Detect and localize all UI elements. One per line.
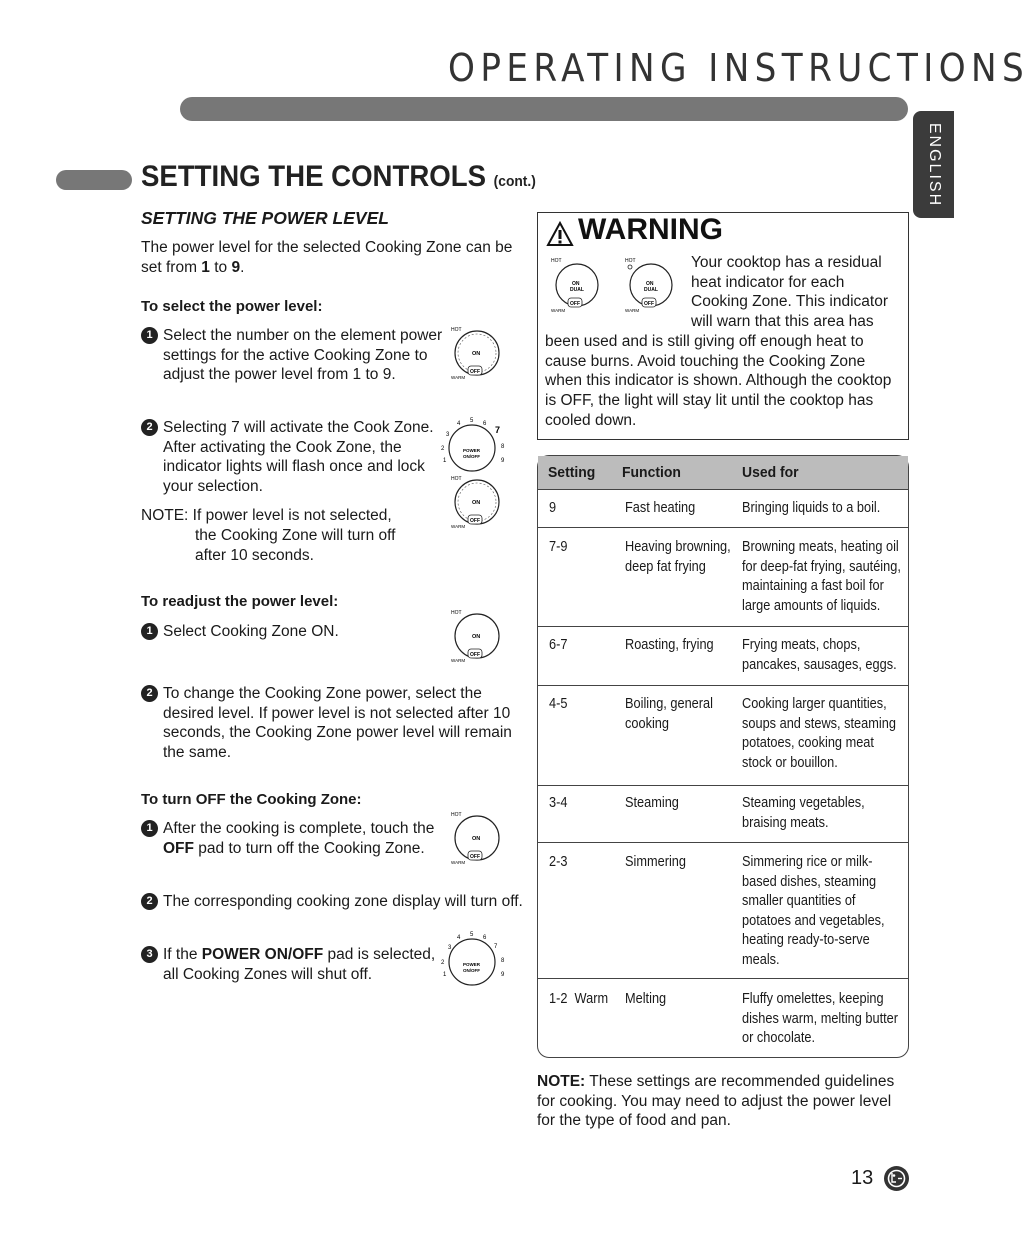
svg-text:WARM: WARM (451, 860, 466, 865)
table-cell-used: Steaming vegetables, braising meats. (742, 795, 865, 831)
svg-text:5: 5 (470, 418, 474, 424)
power-dial-icon (437, 416, 511, 466)
turnoff-step-2: 2 The corresponding cooking zone display will turn off. (141, 892, 523, 912)
zone-dial-icon (448, 325, 508, 383)
svg-text:HOT: HOT (451, 327, 462, 333)
table-cell-used: Simmering rice or milk-based dishes, steaming smaller quantities of potatoes and vegetables, heating ready-to-serve meals. (742, 854, 885, 968)
table-cell-used: Cooking larger quantities, soups and stews, steaming potatoes, cooking meat stock or bouillon. (742, 696, 896, 771)
table-cell-function: Roasting, frying (625, 637, 714, 653)
step-number-2: 2 (141, 419, 158, 436)
svg-text:ON/OFF: ON/OFF (463, 454, 480, 459)
table-cell-function: Melting (625, 991, 667, 1007)
language-tab-label: ENGLISH (925, 122, 943, 207)
svg-text:6: 6 (483, 421, 487, 427)
svg-text:OFF: OFF (644, 301, 654, 307)
warning-title: WARNING (578, 213, 723, 246)
readjust-step-1: 1 Select Cooking Zone ON. (141, 622, 463, 642)
select-step-1: 1 Select the number on the element power settings for the active Cooking Zone to adjust the power level from 1 to 9. (141, 326, 458, 385)
table-cell-function: Steaming (625, 795, 679, 811)
svg-text:6: 6 (483, 935, 487, 941)
power-level-table (537, 455, 909, 1058)
svg-text:DUAL: DUAL (570, 287, 584, 293)
zone-dial-icon (448, 474, 508, 532)
lg-logo-icon (884, 1166, 909, 1191)
svg-text:WARM: WARM (451, 658, 466, 663)
section-pill (56, 170, 132, 190)
svg-text:7: 7 (495, 425, 501, 435)
subheading: SETTING THE POWER LEVEL (141, 208, 389, 228)
header-bar (180, 97, 908, 121)
table-cell-setting: 3-4 (549, 795, 568, 811)
svg-text:ON: ON (472, 836, 481, 842)
section-title-suffix: (cont.) (493, 173, 536, 190)
svg-text:OFF: OFF (470, 652, 480, 658)
svg-text:POWER: POWER (463, 448, 481, 453)
svg-text:1: 1 (443, 972, 447, 978)
table-cell-setting: 7-9 (549, 539, 568, 555)
svg-text:ON: ON (472, 351, 481, 357)
svg-text:HOT: HOT (551, 258, 562, 264)
column-header: Setting (548, 464, 596, 481)
svg-text:2: 2 (441, 446, 445, 452)
svg-text:8: 8 (501, 958, 505, 964)
turnoff-step-1: 1 After the cooking is complete, touch the OFF pad to turn off the Cooking Zone. (141, 819, 448, 858)
select-heading: To select the power level: (141, 298, 323, 315)
svg-text:7: 7 (494, 944, 498, 950)
table-cell-setting: 2-3 (549, 854, 568, 870)
table-cell-used: Bringing liquids to a boil. (742, 500, 881, 516)
svg-text:ON: ON (572, 281, 580, 287)
select-note-line2: the Cooking Zone will turn off after 10 seconds. (195, 527, 396, 564)
svg-text:ON/OFF: ON/OFF (463, 968, 480, 973)
svg-text:WARM: WARM (625, 308, 640, 313)
svg-text:DUAL: DUAL (644, 287, 658, 293)
table-cell-used: Browning meats, heating oil for deep-fat frying, sautéing, maintaining a fast boil for large amounts of liquids. (742, 539, 901, 614)
svg-text:HOT: HOT (451, 610, 462, 616)
svg-text:9: 9 (501, 458, 505, 464)
table-cell-function: Fast heating (625, 500, 696, 516)
svg-text:9: 9 (501, 972, 505, 978)
svg-text:4: 4 (457, 421, 461, 427)
table-cell-function: Boiling, general cooking (625, 696, 713, 732)
table-cell-setting: 1-2 Warm (549, 991, 609, 1007)
table-cell-used: Frying meats, chops, pancakes, sausages, eggs. (742, 637, 897, 673)
svg-text:2: 2 (441, 960, 445, 966)
svg-text:POWER: POWER (463, 962, 481, 967)
svg-text:ON: ON (472, 634, 481, 640)
warning-triangle-icon (547, 222, 573, 246)
language-tab (913, 111, 954, 218)
table-cell-function: Simmering (625, 854, 686, 870)
table-cell-setting: 9 (549, 500, 557, 516)
svg-text:WARM: WARM (451, 524, 466, 529)
turnoff-step-3: 3 If the POWER ON/OFF pad is selected, all Cooking Zones will shut off. (141, 945, 453, 984)
select-note-line1: NOTE: If power level is not selected, (141, 507, 392, 524)
svg-text:OFF: OFF (570, 301, 580, 307)
svg-text:ON: ON (472, 500, 481, 506)
svg-text:3: 3 (446, 432, 450, 438)
page-header-title: OPERATING INSTRUCTIONS (448, 46, 1029, 90)
svg-text:HOT: HOT (625, 258, 636, 264)
svg-text:OFF: OFF (470, 369, 480, 375)
page-number: 13 (851, 1167, 874, 1189)
power-dial-icon (437, 930, 511, 980)
svg-text:OFF: OFF (470, 518, 480, 524)
svg-text:3: 3 (448, 945, 452, 951)
readjust-step-2: 2 To change the Cooking Zone power, select the desired level. If power level is not selected after 10 seconds, the Cooking Zone power level will remain the same. (141, 684, 533, 763)
svg-text:ON: ON (646, 281, 654, 287)
intro-text: The power level for the selected Cooking Zone can be set from 1 to 9. (141, 239, 513, 276)
select-step-2: 2 Selecting 7 will activate the Cook Zone. After activating the Cook Zone, the indicator lights will flash once and lock your selection. (141, 418, 438, 497)
readjust-heading: To readjust the power level: (141, 593, 339, 610)
column-header: Function (622, 464, 681, 481)
warning-text: Your cooktop has a residual heat indicator for each Cooking Zone. This indicator will warn that this area has been used and is still giving off enough heat to cause burns. Avoid touching the Cooking Zone when this indicator is shown. Although the cooktop is OFF, the light will stay lit until the cooktop has cooled down. (545, 254, 892, 429)
table-header (538, 456, 908, 490)
svg-text:4: 4 (457, 935, 461, 941)
zone-dial-icon (448, 608, 508, 666)
svg-text:5: 5 (470, 932, 474, 938)
column-header: Used for (742, 464, 799, 481)
step-number-1: 1 (141, 327, 158, 344)
svg-text:OFF: OFF (470, 854, 480, 860)
svg-text:8: 8 (501, 444, 505, 450)
svg-text:WARM: WARM (451, 375, 466, 380)
turnoff-heading: To turn OFF the Cooking Zone: (141, 791, 362, 808)
svg-text:WARM: WARM (551, 308, 566, 313)
table-cell-function: Heaving browning, deep fat frying (625, 539, 731, 575)
table-note: NOTE: These settings are recommended guidelines for cooking. You may need to adjust the power level for the type of food and pan. (537, 1073, 895, 1130)
svg-text:1: 1 (443, 458, 447, 464)
svg-text:HOT: HOT (451, 812, 462, 818)
table-cell-setting: 4-5 (549, 696, 568, 712)
zone-dial-icon (448, 810, 508, 868)
section-title: SETTING THE CONTROLS (cont.) (141, 160, 536, 193)
table-cell-setting: 6-7 (549, 637, 568, 653)
table-cell-used: Fluffy omelettes, keeping dishes warm, melting butter or chocolate. (742, 991, 899, 1047)
svg-text:HOT: HOT (451, 476, 462, 482)
